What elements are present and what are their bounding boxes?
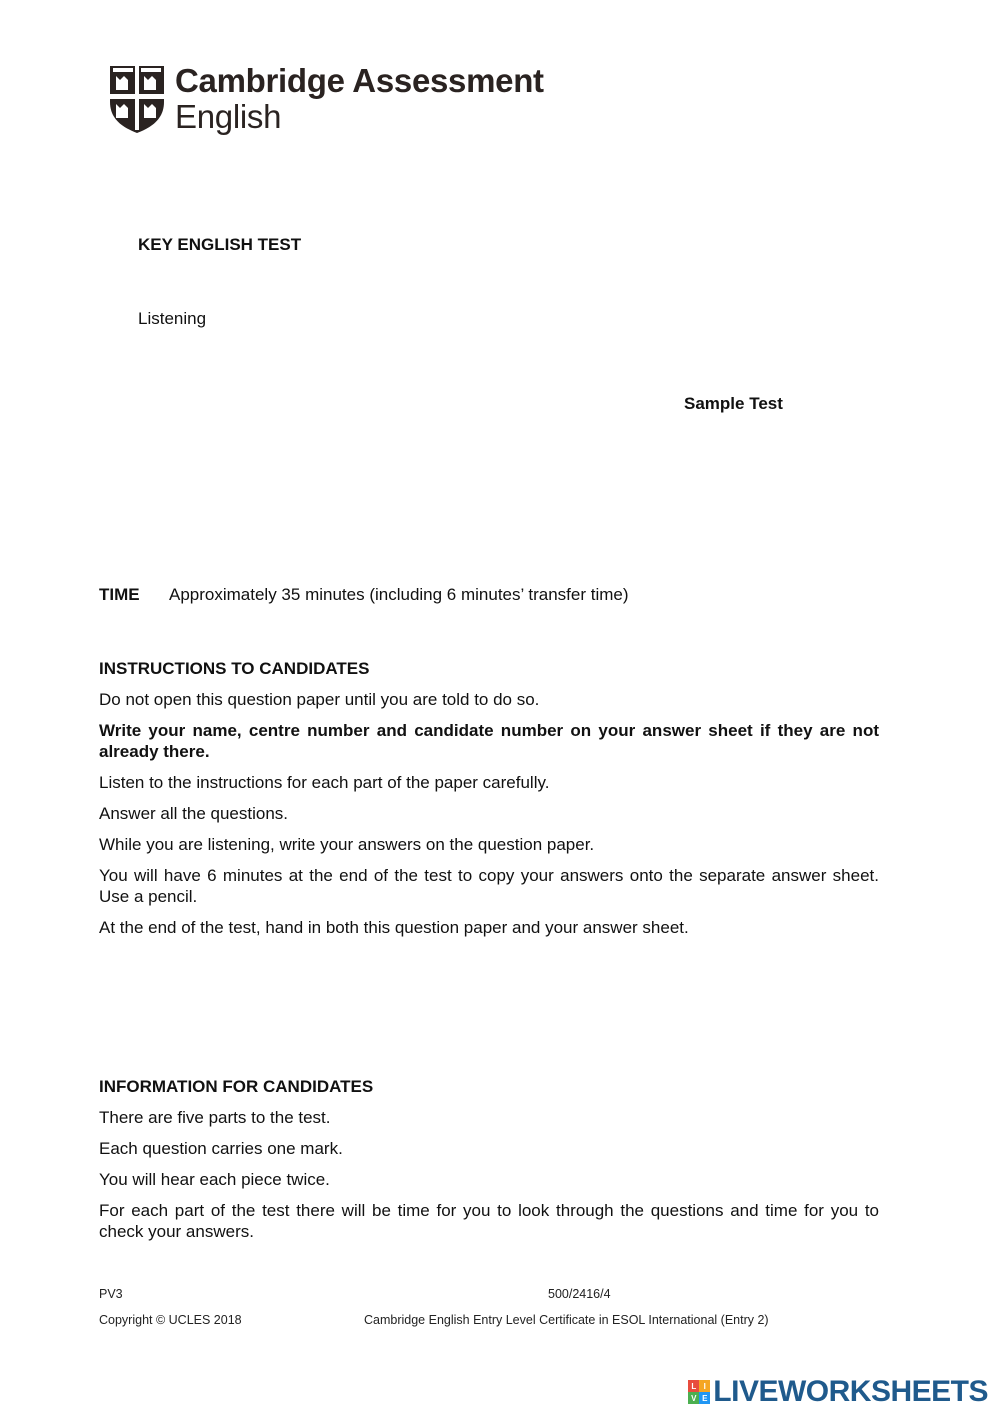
logo-title: Cambridge Assessment (175, 62, 544, 99)
footer-copyright: Copyright © UCLES 2018 (99, 1313, 242, 1327)
information-item: For each part of the test there will be time for you to look through the questions and time for you to check your answers. (99, 1201, 879, 1241)
liveworksheets-badge-icon (688, 1380, 710, 1404)
instruction-item: Answer all the questions. (99, 804, 288, 823)
footer-code: PV3 (99, 1287, 123, 1301)
instructions-section (99, 658, 879, 948)
instruction-item: Do not open this question paper until you are told to do so. (99, 690, 540, 709)
sample-label: Sample Test (684, 394, 783, 413)
logo-subtitle: English (175, 98, 282, 135)
badge-letter: I (699, 1380, 710, 1392)
instruction-item: While you are listening, write your answers on the question paper. (99, 835, 595, 854)
information-item: Each question carries one mark. (99, 1139, 343, 1158)
paper-name: Listening (138, 309, 207, 328)
badge-letter: V (688, 1392, 699, 1404)
information-item: There are five parts to the test. (99, 1108, 331, 1127)
cambridge-logo (108, 62, 544, 140)
watermark-text: LIVEWORKSHEETS (713, 1375, 988, 1408)
footer-certificate: Cambridge English Entry Level Certificate in ESOL International (Entry 2) (364, 1313, 769, 1327)
information-section (99, 1076, 879, 1252)
instruction-item: Write your name, centre number and candidate number on your answer sheet if they are not already there. (99, 721, 879, 761)
instruction-item: You will have 6 minutes at the end of the test to copy your answers onto the separate answer sheet. Use a pencil. (99, 866, 879, 906)
information-item: You will hear each piece twice. (99, 1170, 330, 1189)
test-title: KEY ENGLISH TEST (138, 235, 302, 254)
time-text: Approximately 35 minutes (including 6 minutes’ transfer time) (169, 585, 629, 604)
instruction-item: Listen to the instructions for each part of the paper carefully. (99, 773, 550, 792)
footer-reference: 500/2416/4 (548, 1287, 611, 1301)
instruction-item: At the end of the test, hand in both this question paper and your answer sheet. (99, 918, 689, 937)
badge-letter: E (699, 1392, 710, 1404)
instructions-heading: INSTRUCTIONS TO CANDIDATES (99, 659, 370, 678)
badge-letter: L (688, 1380, 699, 1392)
cambridge-crest-icon (108, 64, 166, 134)
information-heading: INFORMATION FOR CANDIDATES (99, 1077, 374, 1096)
time-label: TIME (99, 585, 140, 604)
liveworksheets-watermark (688, 1375, 988, 1409)
